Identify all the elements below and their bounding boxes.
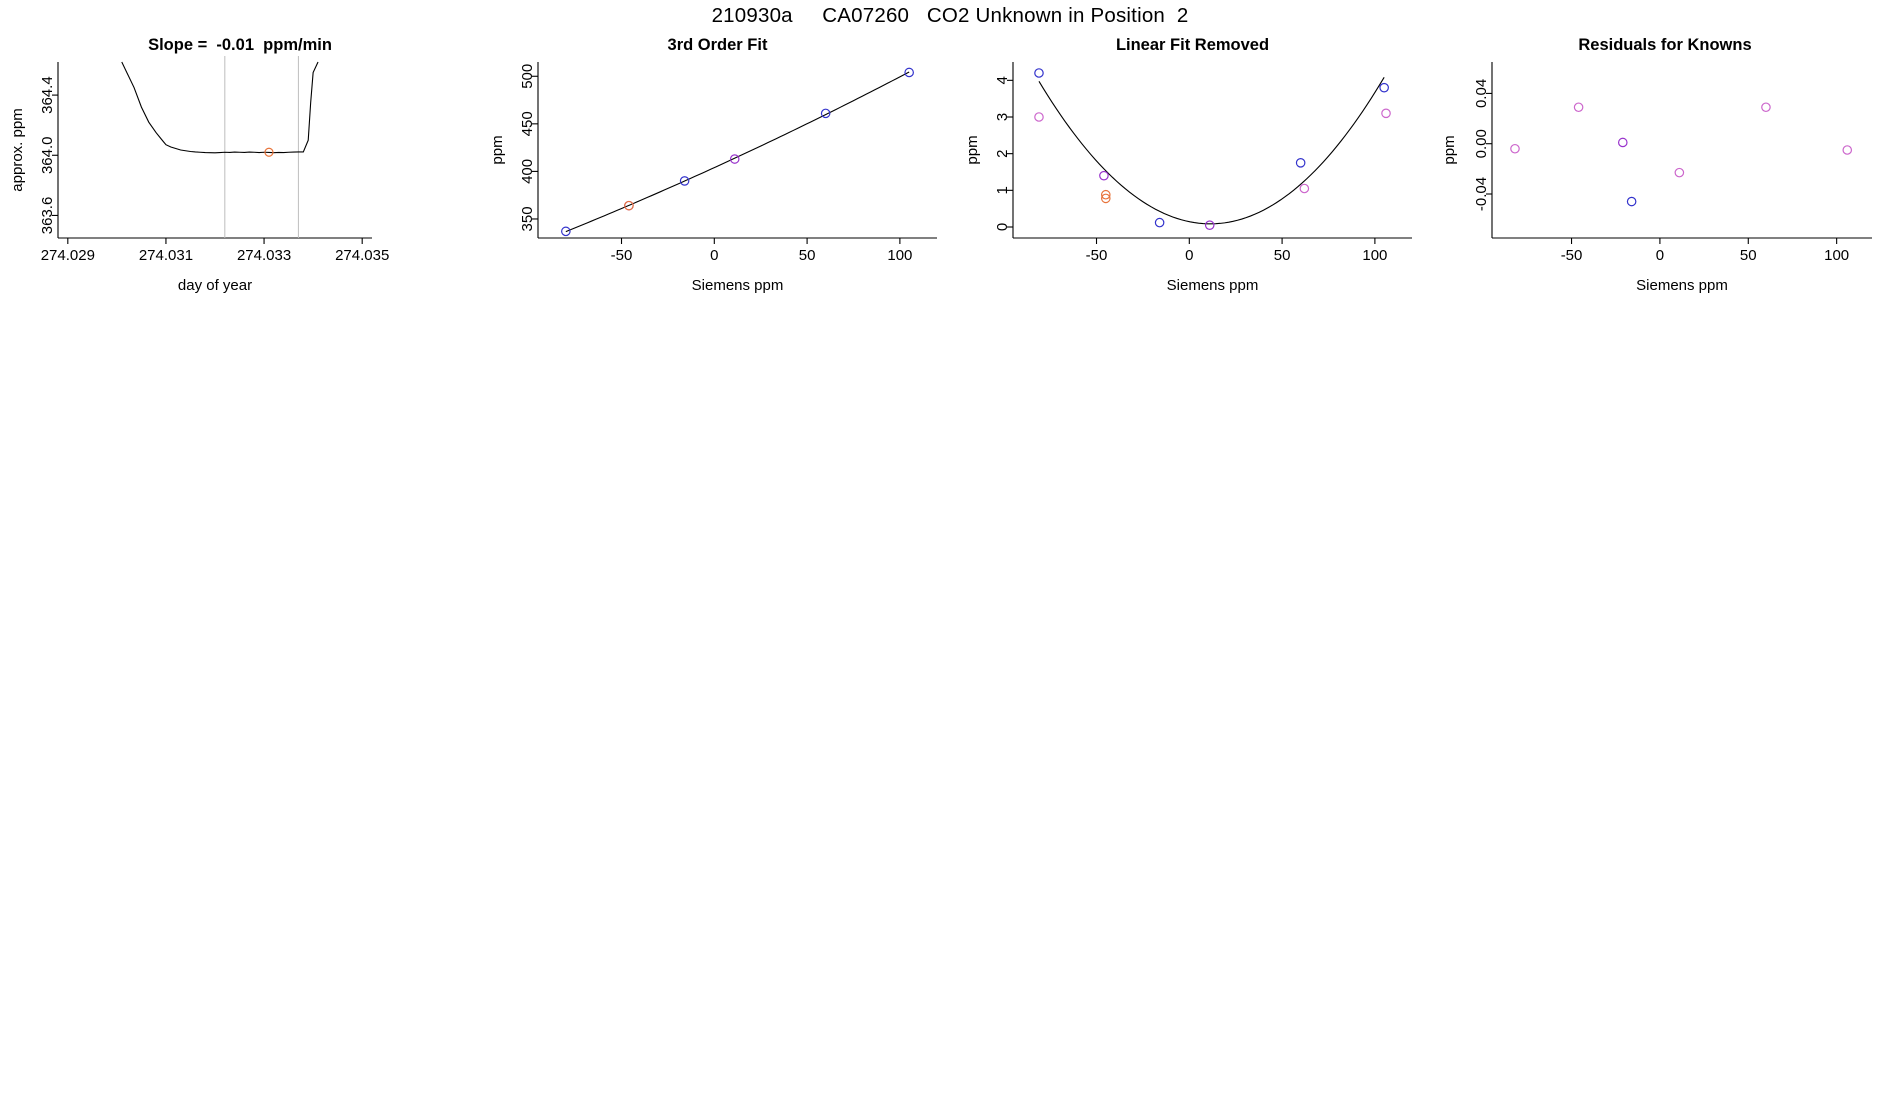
- x-tick-label: 0: [1655, 247, 1665, 264]
- y-tick-label: 0.04: [1473, 78, 1490, 109]
- data-point: [1380, 83, 1388, 91]
- y-tick-label: 450: [519, 111, 536, 137]
- fit-curve: [566, 72, 909, 232]
- x-tick-label: 0: [710, 247, 719, 264]
- data-point: [1762, 103, 1770, 111]
- x-tick-label: -50: [1560, 247, 1583, 264]
- x-tick-label: 50: [798, 247, 816, 264]
- x-tick-label: -50: [610, 247, 633, 264]
- y-tick-label: 350: [519, 206, 536, 232]
- data-point: [1296, 159, 1304, 167]
- linear-fit-removed-svg: [955, 36, 1430, 296]
- data-point: [1511, 145, 1519, 153]
- slope-panel: [0, 36, 480, 296]
- data-point: [1035, 113, 1043, 121]
- y-axis-label: ppm: [1441, 135, 1458, 165]
- data-point: [1206, 221, 1214, 229]
- x-tick-label: -50: [1085, 247, 1108, 264]
- y-axis-label: ppm: [964, 135, 981, 165]
- data-point: [1382, 109, 1390, 117]
- residuals-for-knowns-panel: [1430, 36, 1900, 296]
- data-point: [1619, 138, 1627, 146]
- x-axis-label: day of year: [177, 277, 253, 294]
- x-tick-label: 100: [1362, 247, 1388, 264]
- y-tick-label: 400: [519, 158, 536, 184]
- x-tick-label: 274.031: [138, 247, 194, 264]
- third-order-fit-panel-title: 3rd Order Fit: [667, 36, 768, 54]
- y-tick-label: 0: [994, 222, 1011, 232]
- x-tick-label: 50: [1273, 247, 1291, 264]
- x-tick-label: 274.035: [335, 247, 390, 264]
- y-axis-label: approx. ppm: [9, 108, 26, 192]
- third-order-fit-svg: [480, 36, 955, 296]
- y-tick-label: 4: [994, 76, 1011, 85]
- x-tick-label: 50: [1739, 247, 1757, 264]
- data-point: [1100, 171, 1108, 179]
- data-point: [1155, 218, 1163, 226]
- x-tick-label: 100: [887, 247, 913, 264]
- y-tick-label: 363.6: [39, 196, 56, 235]
- x-axis-label: Siemens ppm: [1166, 277, 1259, 294]
- y-tick-label: 0.00: [1473, 129, 1490, 159]
- x-tick-label: 274.029: [40, 247, 95, 264]
- x-tick-label: 274.033: [236, 247, 292, 264]
- third-order-fit-panel: [480, 36, 955, 296]
- y-axis-label: ppm: [489, 135, 506, 165]
- y-tick-label: -0.04: [1473, 176, 1490, 212]
- residuals-for-knowns-panel-title: Residuals for Knowns: [1578, 36, 1752, 54]
- x-tick-label: 0: [1185, 247, 1194, 264]
- data-point: [1627, 197, 1635, 205]
- data-point: [1843, 146, 1851, 154]
- y-tick-label: 1: [994, 186, 1011, 195]
- data-line: [122, 62, 318, 153]
- linear-fit-removed-panel-title: Linear Fit Removed: [1115, 36, 1270, 54]
- data-point: [1300, 184, 1308, 192]
- data-point: [1035, 69, 1043, 77]
- y-tick-label: 500: [519, 63, 536, 89]
- data-point: [1574, 103, 1582, 111]
- x-axis-label: Siemens ppm: [1636, 277, 1728, 294]
- slope-panel-title: Slope = -0.01 ppm/min: [148, 36, 332, 54]
- y-tick-label: 364.4: [39, 76, 56, 114]
- x-axis-label: Siemens ppm: [691, 277, 784, 294]
- residuals-for-knowns-svg: [1430, 36, 1900, 296]
- slope-timeseries-svg: [0, 36, 480, 296]
- y-tick-label: 2: [994, 149, 1011, 158]
- y-tick-label: 3: [994, 112, 1011, 122]
- data-point: [1675, 168, 1683, 176]
- x-tick-label: 100: [1824, 247, 1850, 264]
- page-title: 210930a CA07260 CO2 Unknown in Position 2: [711, 4, 1189, 27]
- fit-curve: [1039, 77, 1384, 224]
- linear-fit-removed-panel: [955, 36, 1430, 296]
- y-tick-label: 364.0: [39, 136, 56, 175]
